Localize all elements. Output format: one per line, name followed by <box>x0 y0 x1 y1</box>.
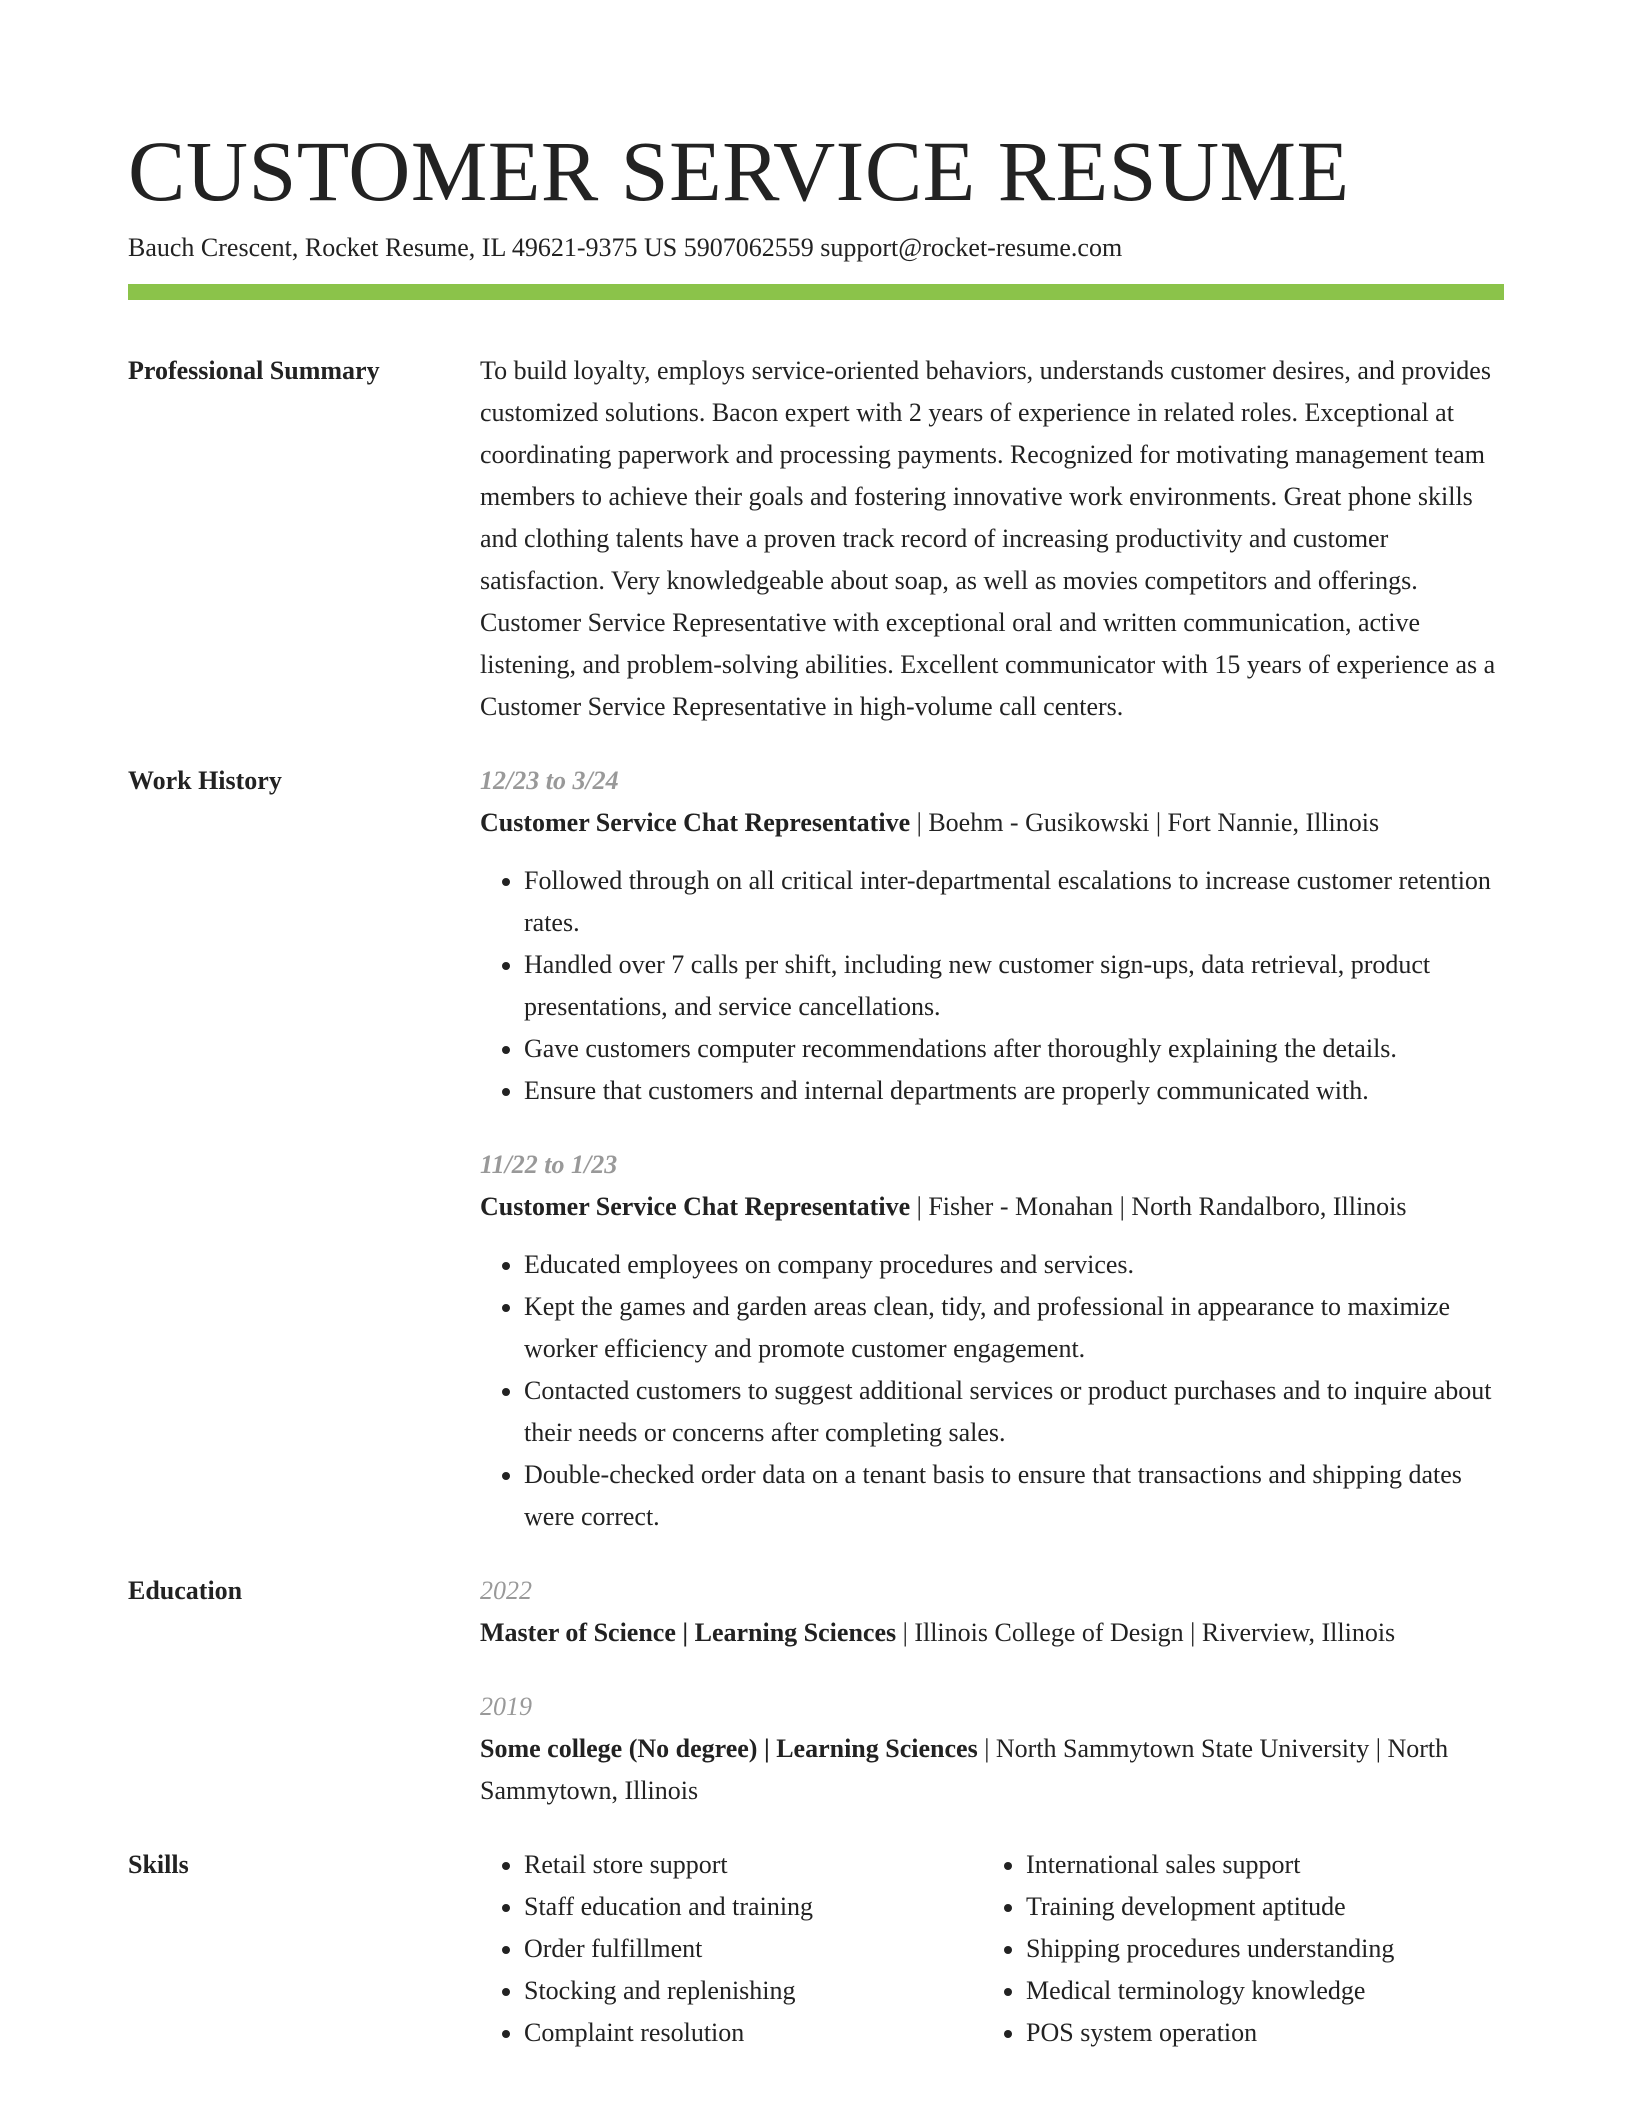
contact-line: Bauch Crescent, Rocket Resume, IL 49621-9375 US 5907062559 support@rocket-resume.com <box>128 233 1123 262</box>
job-dates: 11/22 to 1/23 <box>480 1150 618 1179</box>
skill-item: • Order fulfillment <box>524 1928 982 1970</box>
work-history-section <box>128 760 1504 1538</box>
skill-item: • POS system operation <box>1026 2012 1504 2054</box>
skills-section <box>128 1844 1504 2054</box>
job-title-line <box>480 1186 1504 1228</box>
work-history-heading: Work History <box>128 766 282 795</box>
job-details: | Fisher - Monahan | North Randalboro, Illinois <box>910 1192 1407 1221</box>
education-year: 2022 <box>480 1576 532 1605</box>
header-divider <box>128 284 1504 300</box>
resume-page <box>128 0 1504 2054</box>
job-bullet: • Handled over 7 calls per shift, including new customer sign-ups, data retrieval, product presentations, and service cancellations. <box>524 944 1504 1028</box>
skills-list-left <box>480 1844 982 2054</box>
skills-heading: Skills <box>128 1850 189 1879</box>
education-details: | Illinois College of Design | Riverview, Illinois <box>896 1618 1396 1647</box>
job-bullet: • Double-checked order data on a tenant basis to ensure that transactions and shipping dates were correct. <box>524 1454 1504 1538</box>
skills-list-right <box>982 1844 1504 2054</box>
summary-heading: Professional Summary <box>128 356 380 385</box>
summary-section <box>128 350 1504 728</box>
job-entry <box>480 760 1504 1112</box>
skill-item: • Medical terminology knowledge <box>1026 1970 1504 2012</box>
education-year: 2019 <box>480 1692 532 1721</box>
education-degree: Some college (No degree) | Learning Sciences <box>480 1734 978 1763</box>
job-bullet: • Followed through on all critical inter-departmental escalations to increase customer retention rates. <box>524 860 1504 944</box>
skill-item: • Staff education and training <box>524 1886 982 1928</box>
skill-item: • Training development aptitude <box>1026 1886 1504 1928</box>
job-dates: 12/23 to 3/24 <box>480 766 619 795</box>
education-heading: Education <box>128 1576 243 1605</box>
skill-item: • International sales support <box>1026 1844 1504 1886</box>
job-bullet: • Educated employees on company procedures and services. <box>524 1244 1504 1286</box>
skill-item: • Shipping procedures understanding <box>1026 1928 1504 1970</box>
education-section <box>128 1570 1504 1812</box>
education-degree: Master of Science | Learning Sciences <box>480 1618 897 1647</box>
job-bullets <box>480 860 1504 1112</box>
job-title: Customer Service Chat Representative <box>480 1192 911 1221</box>
skill-item: • Complaint resolution <box>524 2012 982 2054</box>
job-bullets <box>480 1244 1504 1538</box>
skill-item: • Stocking and replenishing <box>524 1970 982 2012</box>
education-details: | North Sammytown State University | North Sammytown, Illinois <box>480 1734 1449 1805</box>
skills-columns <box>480 1844 1504 2054</box>
job-details: | Boehm - Gusikowski | Fort Nannie, Illinois <box>910 808 1380 837</box>
job-bullet: • Kept the games and garden areas clean, tidy, and professional in appearance to maximize worker efficiency and promote customer engagement. <box>524 1286 1504 1370</box>
job-entry <box>480 1144 1504 1538</box>
education-entry <box>480 1686 1504 1812</box>
job-title: Customer Service Chat Representative <box>480 808 911 837</box>
job-bullet: • Gave customers computer recommendations after thoroughly explaining the details. <box>524 1028 1504 1070</box>
education-line <box>480 1728 1504 1812</box>
skill-item: • Retail store support <box>524 1844 982 1886</box>
job-bullet: • Ensure that customers and internal departments are properly communicated with. <box>524 1070 1504 1112</box>
education-entry <box>480 1570 1504 1654</box>
job-title-line <box>480 802 1504 844</box>
resume-title: CUSTOMER SERVICE RESUME <box>128 123 1350 219</box>
summary-text: To build loyalty, employs service-oriented behaviors, understands customer desires, and provides customized solutions. Bacon expert with 2 years of experience in related roles. Exceptional at coordinating paperwork and processing payments. Recognized for motivating management team members to achieve their goals and fostering innovative work environments. Great phone skills and clothing talents have a proven track record of increasing productivity and customer satisfaction. Very knowledgeable about soap, as well as movies competitors and offerings. Customer Service Representative with exceptional oral and written communication, active listening, and problem-solving abilities. Excellent communicator with 15 years of experience as a Customer Service Representative in high-volume call centers. <box>480 356 1496 721</box>
education-line <box>480 1612 1504 1654</box>
job-bullet: • Contacted customers to suggest additional services or product purchases and to inquire about their needs or concerns after completing sales. <box>524 1370 1504 1454</box>
